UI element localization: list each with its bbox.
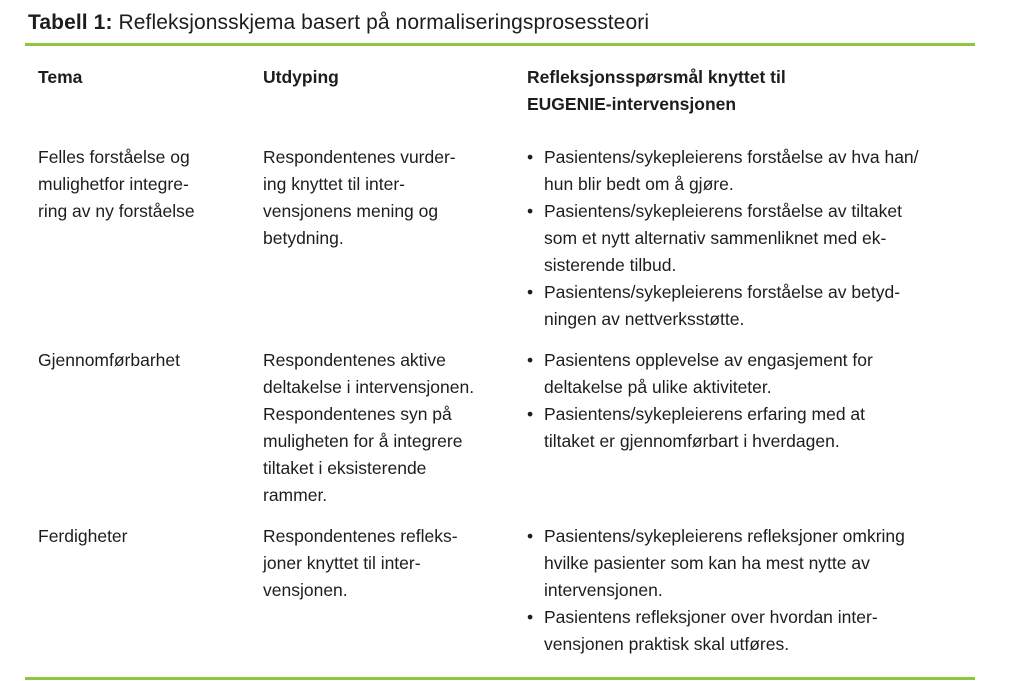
text-line: Pasientens/sykepleierens erfaring med at	[544, 404, 866, 424]
text-line: mulighetfor integre-	[38, 174, 189, 194]
text-line: Pasientens/sykepleierens forståelse av tiltaket	[544, 201, 902, 221]
text-line: deltakelse på ulike aktiviteter.	[544, 377, 772, 397]
questions-cell	[527, 144, 975, 333]
bullet-icon: •	[527, 526, 534, 546]
bullet-text	[544, 523, 905, 604]
table-row	[38, 347, 975, 509]
table-title	[25, 10, 975, 36]
text-line: ring av ny forståelse	[38, 201, 195, 221]
text-line: ningen av nettverksstøtte.	[544, 309, 745, 329]
table-content	[25, 10, 975, 680]
text-line: Respondentenes vurder-	[263, 147, 456, 167]
bullet-text	[544, 401, 865, 455]
bullet-text	[544, 279, 900, 333]
top-rule	[25, 43, 975, 46]
bullet-item	[527, 279, 975, 333]
utdyping-cell	[263, 144, 527, 333]
bullet-item	[527, 523, 975, 604]
text-line: vensjonens mening og	[263, 201, 439, 221]
text-line: betydning.	[263, 228, 344, 248]
text-line: intervensjonen.	[544, 580, 663, 600]
text-line: Pasientens/sykepleierens refleksjoner omkring	[544, 526, 905, 546]
text-line: Respondentenes syn på	[263, 404, 452, 424]
bullet-item	[527, 198, 975, 279]
reflection-table	[38, 64, 975, 658]
text-line: Gjennomførbarhet	[38, 350, 181, 370]
table-header-row	[38, 64, 975, 118]
text-line: tiltaket er gjennomførbart i hverdagen.	[544, 431, 840, 451]
text-line: Utdyping	[263, 67, 339, 87]
bullet-item	[527, 144, 975, 198]
text-line: EUGENIE-intervensjonen	[527, 94, 737, 114]
tema-cell	[38, 523, 263, 658]
questions-cell	[527, 347, 975, 509]
text-line: Respondentenes aktive	[263, 350, 446, 370]
text-line: Felles forståelse og	[38, 147, 190, 167]
bullet-text	[544, 347, 873, 401]
text-line: hun blir bedt om å gjøre.	[544, 174, 734, 194]
text-line: Tema	[38, 67, 83, 87]
bullet-text	[544, 144, 919, 198]
bullet-text	[544, 604, 878, 658]
text-line: Refleksjonsspørsmål knyttet til	[527, 67, 786, 87]
table-row	[38, 144, 975, 333]
tema-cell	[38, 144, 263, 333]
column-header-questions	[527, 64, 975, 118]
bullet-icon: •	[527, 350, 534, 370]
text-line: muligheten for å integrere	[263, 431, 463, 451]
text-line: som et nytt alternativ sammenliknet med ek-	[544, 228, 887, 248]
tema-cell	[38, 347, 263, 509]
bullet-item	[527, 604, 975, 658]
bullet-icon: •	[527, 404, 534, 424]
text-line: vensjonen praktisk skal utføres.	[544, 634, 790, 654]
column-header-tema	[38, 64, 263, 118]
text-line: sisterende tilbud.	[544, 255, 677, 275]
table-number-label: Tabell 1:	[28, 11, 113, 34]
bottom-rule	[25, 677, 975, 680]
utdyping-cell	[263, 347, 527, 509]
bullet-icon: •	[527, 201, 534, 221]
text-line: Pasientens/sykepleierens forståelse av betyd-	[544, 282, 901, 302]
bullet-icon: •	[527, 282, 534, 302]
text-line: joner knyttet til inter-	[263, 553, 421, 573]
bullet-item	[527, 347, 975, 401]
text-line: Pasientens/sykepleierens forståelse av hva han/	[544, 147, 919, 167]
text-line: hvilke pasienter som kan ha mest nytte av	[544, 553, 870, 573]
bullet-icon: •	[527, 147, 534, 167]
text-line: rammer.	[263, 485, 328, 505]
questions-cell	[527, 523, 975, 658]
text-line: Respondentenes refleks-	[263, 526, 458, 546]
text-line: Ferdigheter	[38, 526, 128, 546]
text-line: Pasientens refleksjoner over hvordan inter-	[544, 607, 878, 627]
utdyping-cell	[263, 523, 527, 658]
text-line: tiltaket i eksisterende	[263, 458, 427, 478]
text-line: Pasientens opplevelse av engasjement for	[544, 350, 873, 370]
bullet-icon: •	[527, 607, 534, 627]
text-line: vensjonen.	[263, 580, 348, 600]
text-line: ing knyttet til inter-	[263, 174, 405, 194]
text-line: deltakelse i intervensjonen.	[263, 377, 475, 397]
column-header-utdyping	[263, 64, 527, 118]
bullet-text	[544, 198, 902, 279]
table-caption: Refleksjonsskjema basert på normaliseringsprosessteori	[118, 11, 650, 34]
bullet-item	[527, 401, 975, 455]
table-row	[38, 523, 975, 658]
